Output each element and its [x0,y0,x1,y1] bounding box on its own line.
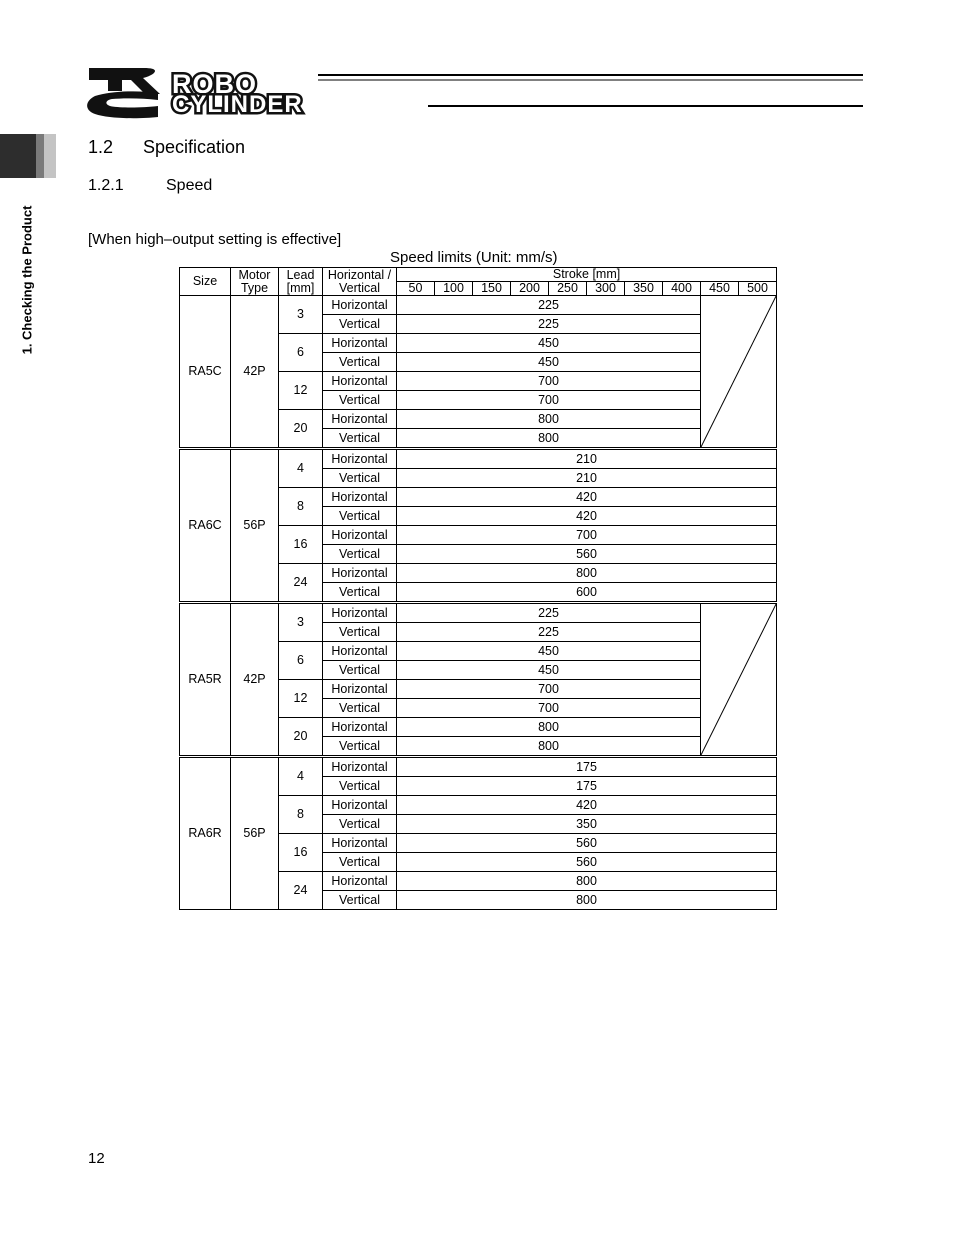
speed-value-cell: 700 [397,680,701,699]
header-motor-type: Motor Type [231,268,279,296]
section-heading [88,137,245,158]
stroke-header-cell: 100 [435,282,473,296]
speed-value-cell: 225 [397,315,701,334]
motor-type-cell: 56P [231,449,279,603]
model-group [180,757,777,910]
orientation-cell: Vertical [323,815,397,834]
lead-cell: 4 [279,449,323,488]
orientation-cell: Horizontal [323,796,397,815]
brand-line1: ROBO [172,69,257,99]
speed-value-cell: 225 [397,296,701,315]
stroke-header-cell: 500 [739,282,777,296]
not-available-cell [701,603,777,757]
speed-value-cell: 700 [397,372,701,391]
orientation-cell: Vertical [323,353,397,372]
speed-value-cell: 800 [397,737,701,757]
stroke-header-cell: 200 [511,282,549,296]
diagonal-slash-icon [701,296,776,447]
orientation-cell: Vertical [323,545,397,564]
motor-type-cell: 42P [231,296,279,449]
stroke-header-cell: 300 [587,282,625,296]
stroke-header-cell: 350 [625,282,663,296]
orientation-cell: Horizontal [323,603,397,623]
subsection-title: Speed [166,177,213,194]
speed-value-cell: 800 [397,410,701,429]
table-caption: Speed limits (Unit: mm/s) [390,249,558,266]
lead-cell: 6 [279,334,323,372]
speed-value-cell: 420 [397,796,777,815]
lead-cell: 3 [279,296,323,334]
robo-cylinder-logo [0,0,954,130]
orientation-cell: Vertical [323,737,397,757]
speed-value-cell: 800 [397,718,701,737]
not-available-cell [701,296,777,449]
speed-value-cell: 420 [397,488,777,507]
speed-value-cell: 210 [397,469,777,488]
stroke-header-cell: 50 [397,282,435,296]
lead-cell: 12 [279,680,323,718]
lead-cell: 12 [279,372,323,410]
orientation-cell: Vertical [323,429,397,449]
orientation-cell: Vertical [323,777,397,796]
speed-value-cell: 420 [397,507,777,526]
speed-value-cell: 800 [397,564,777,583]
diagonal-slash-icon [701,604,776,755]
orientation-cell: Vertical [323,853,397,872]
condition-note: [When high–output setting is effective] [88,231,342,248]
speed-limits-table [179,267,777,910]
orientation-cell: Horizontal [323,834,397,853]
table-row [180,603,777,623]
subsection-heading [88,177,212,195]
orientation-cell: Vertical [323,661,397,680]
speed-value-cell: 560 [397,834,777,853]
lead-cell: 4 [279,757,323,796]
orientation-cell: Vertical [323,623,397,642]
orientation-cell: Horizontal [323,680,397,699]
table-row [180,757,777,777]
stroke-header-cell: 250 [549,282,587,296]
speed-value-cell: 800 [397,429,701,449]
speed-value-cell: 450 [397,661,701,680]
speed-value-cell: 175 [397,757,777,777]
speed-value-cell: 350 [397,815,777,834]
header-lead: Lead [mm] [279,268,323,296]
stroke-header-cell: 400 [663,282,701,296]
lead-cell: 24 [279,564,323,603]
orientation-cell: Vertical [323,699,397,718]
model-group [180,296,777,449]
orientation-cell: Horizontal [323,488,397,507]
speed-value-cell: 700 [397,391,701,410]
orientation-cell: Horizontal [323,526,397,545]
orientation-cell: Horizontal [323,757,397,777]
table-row [180,449,777,469]
speed-value-cell: 800 [397,891,777,910]
rc-logo-icon [87,68,160,118]
speed-value-cell: 225 [397,623,701,642]
orientation-cell: Horizontal [323,642,397,661]
lead-cell: 6 [279,642,323,680]
speed-value-cell: 800 [397,872,777,891]
stroke-header-cell: 150 [473,282,511,296]
header-orientation: Horizontal / Vertical [323,268,397,296]
speed-value-cell: 450 [397,353,701,372]
orientation-cell: Horizontal [323,410,397,429]
model-group [180,449,777,603]
header-stroke: Stroke [mm] [397,268,777,282]
speed-value-cell: 210 [397,449,777,469]
size-cell: RA6C [180,449,231,603]
lead-cell: 20 [279,718,323,757]
orientation-cell: Horizontal [323,718,397,737]
lead-cell: 8 [279,488,323,526]
motor-type-cell: 56P [231,757,279,910]
size-cell: RA5C [180,296,231,449]
lead-cell: 20 [279,410,323,449]
brand-line2: CYLINDER [172,91,303,118]
speed-value-cell: 175 [397,777,777,796]
lead-cell: 16 [279,526,323,564]
speed-value-cell: 600 [397,583,777,603]
side-chapter-label: 1. Checking the Product [19,205,35,355]
orientation-cell: Vertical [323,315,397,334]
orientation-cell: Vertical [323,891,397,910]
orientation-cell: Horizontal [323,564,397,583]
speed-value-cell: 450 [397,334,701,353]
orientation-cell: Vertical [323,507,397,526]
motor-type-cell: 42P [231,603,279,757]
speed-value-cell: 225 [397,603,701,623]
page-number: 12 [88,1150,105,1167]
speed-value-cell: 560 [397,545,777,564]
orientation-cell: Vertical [323,391,397,410]
orientation-cell: Vertical [323,583,397,603]
size-cell: RA6R [180,757,231,910]
chapter-tab-marker-mid [36,134,44,178]
size-cell: RA5R [180,603,231,757]
orientation-cell: Vertical [323,469,397,488]
orientation-cell: Horizontal [323,449,397,469]
table-row [180,296,777,315]
speed-value-cell: 560 [397,853,777,872]
lead-cell: 16 [279,834,323,872]
orientation-cell: Horizontal [323,296,397,315]
model-group [180,603,777,757]
lead-cell: 3 [279,603,323,642]
section-number: 1.2 [88,137,114,157]
lead-cell: 24 [279,872,323,910]
speed-value-cell: 700 [397,526,777,545]
header-size: Size [180,268,231,296]
orientation-cell: Horizontal [323,372,397,391]
stroke-header-cell: 450 [701,282,739,296]
speed-value-cell: 450 [397,642,701,661]
orientation-cell: Horizontal [323,872,397,891]
chapter-tab-marker-light [44,134,56,178]
lead-cell: 8 [279,796,323,834]
chapter-tab-marker [0,134,36,178]
subsection-number: 1.2.1 [88,177,124,194]
section-title: Specification [143,137,246,157]
speed-value-cell: 700 [397,699,701,718]
orientation-cell: Horizontal [323,334,397,353]
